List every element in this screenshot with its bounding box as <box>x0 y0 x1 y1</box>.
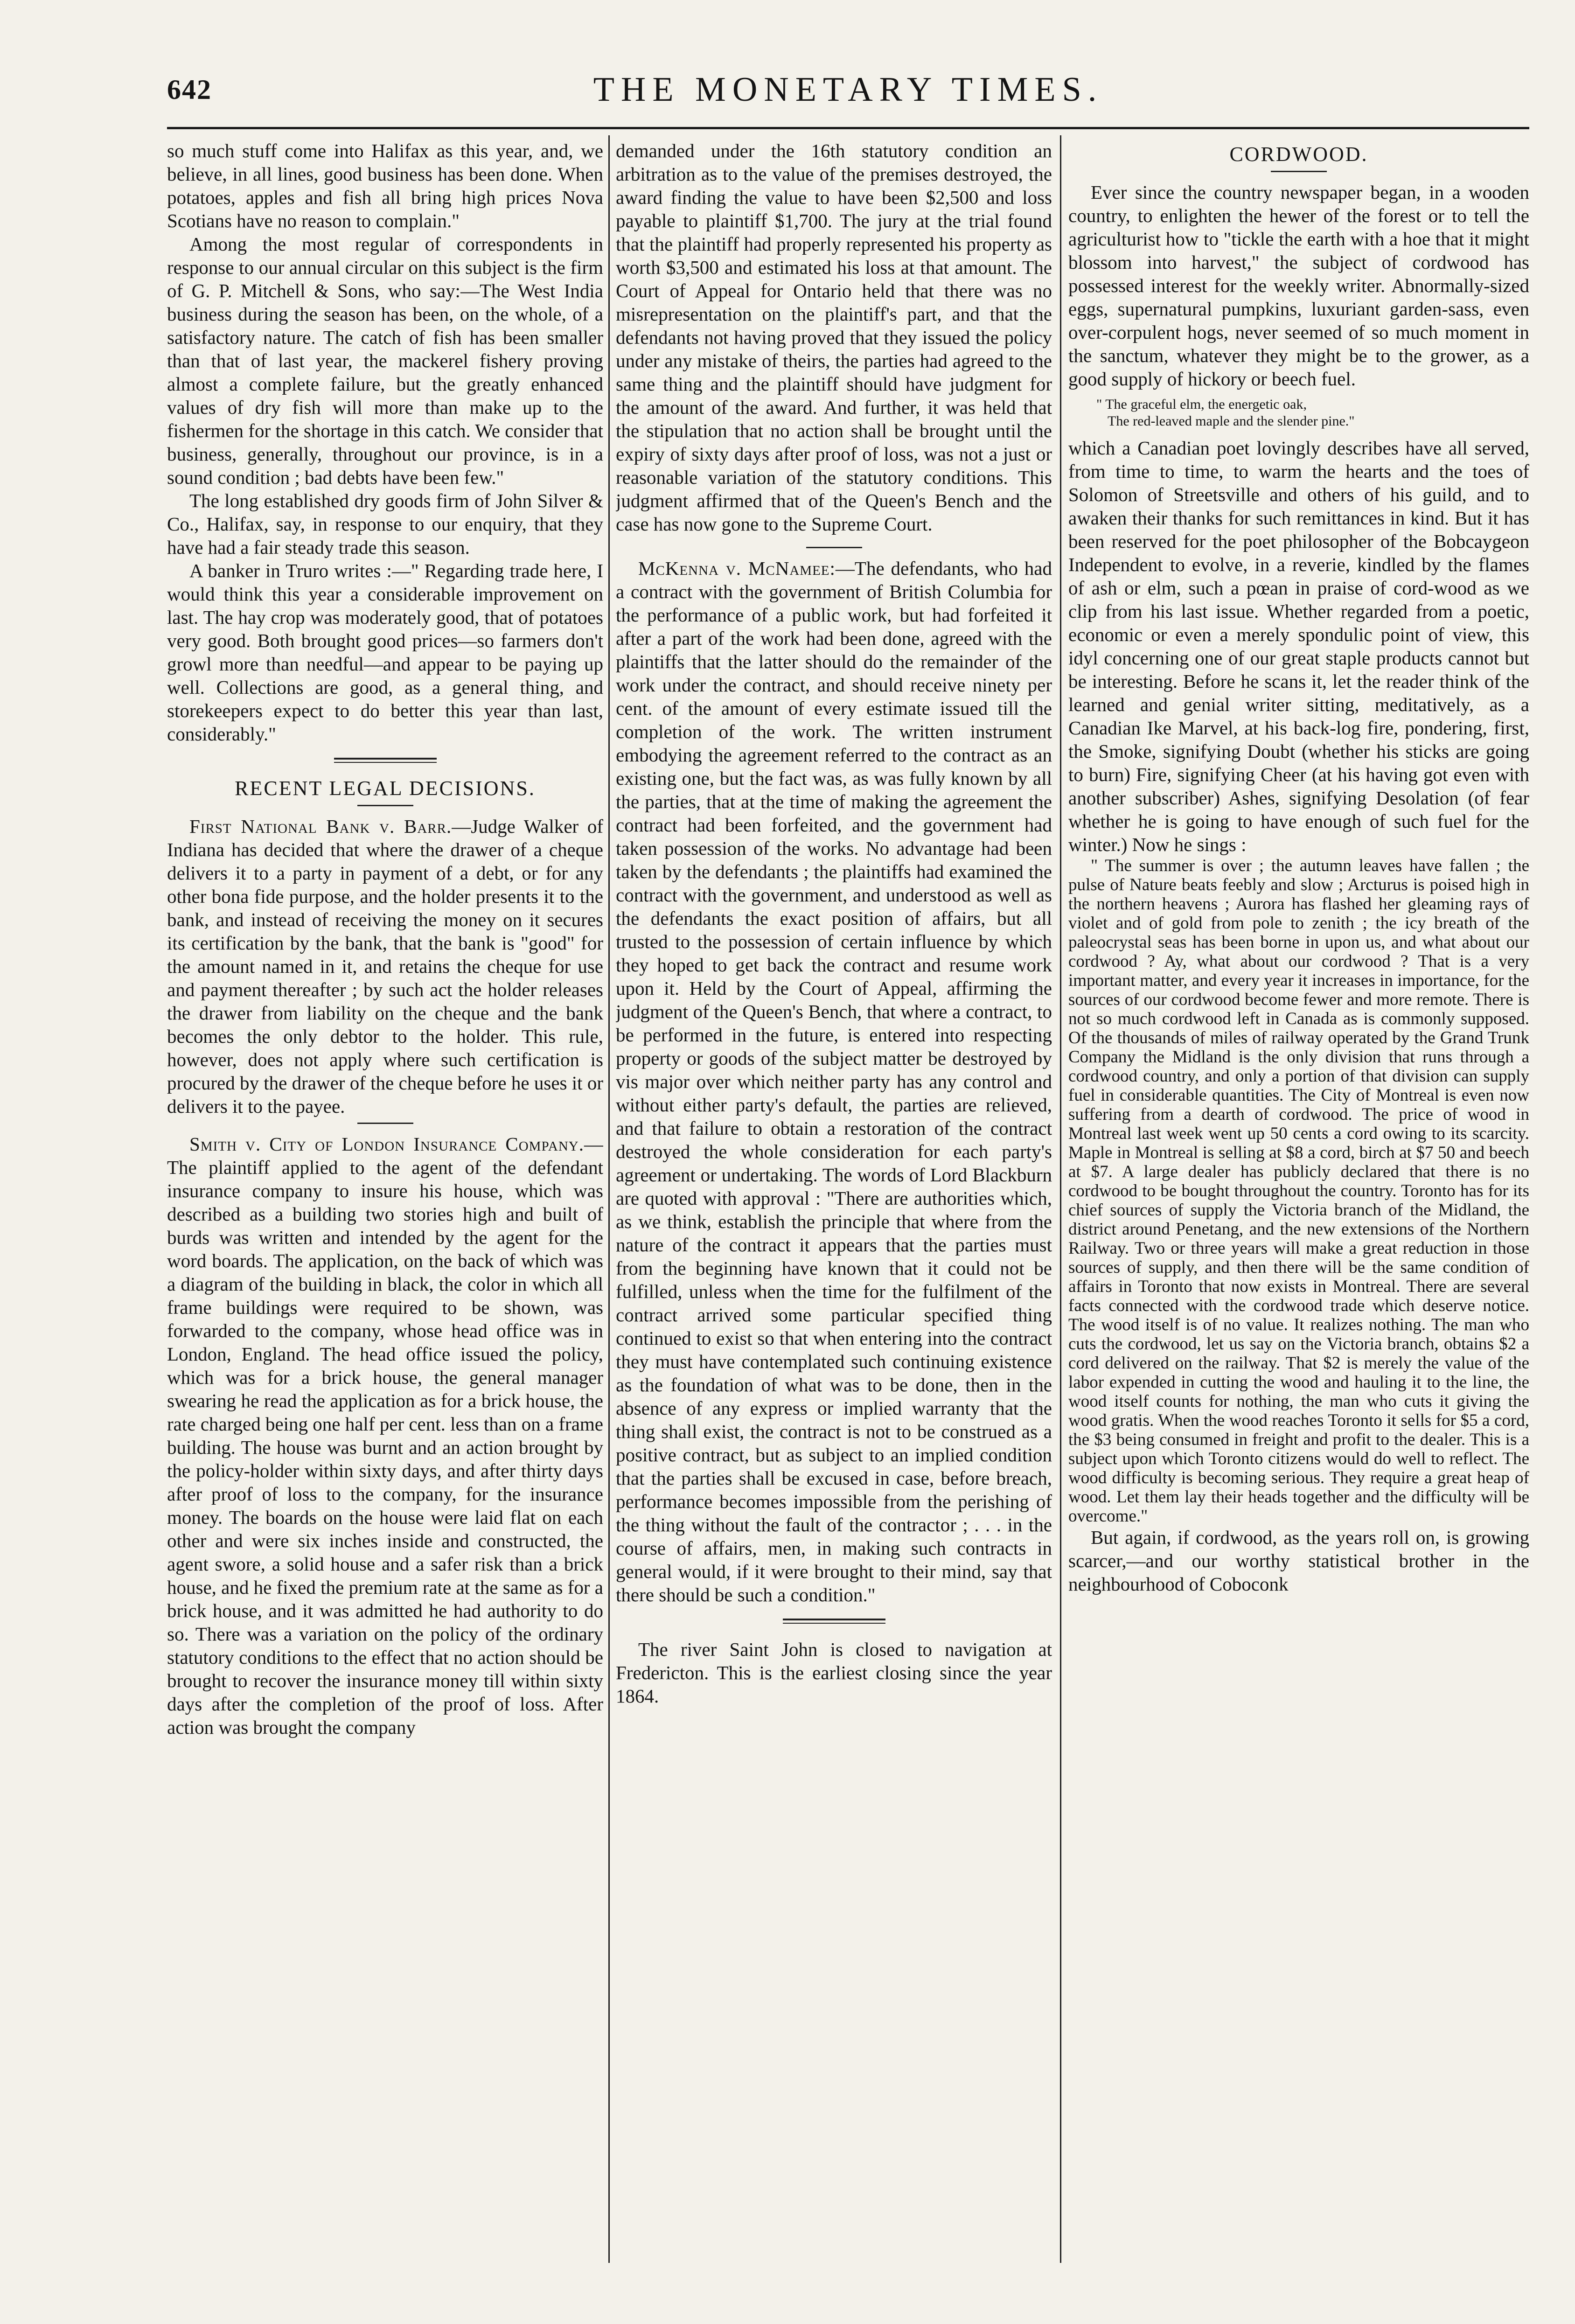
paragraph: Among the most regular of correspondents in response to our annual circular on this subject is the firm of G. P. Mitchell & Sons, who say:—The West India business during the season has been, on the whole, of a satisfactory nature. The catch of fish has been smaller than that of last year, the mackerel fishery proving almost a complete failure, but the greatly enhanced values of dry fish will more than make up to the fishermen for the shortage in this catch. We consider that business, generally, throughout our province, is in a sound condition ; bad debts have been few." <box>167 233 603 488</box>
case-separator <box>357 1123 413 1124</box>
paragraph: which a Canadian poet lovingly describes have all served, from time to time, to warm the hearts and the toes of Solomon of Streetsville and others of his guild, and to awaken their thanks for such remittances in kind. But it has been reserved for the poet philosopher of the Bobcaygeon Independent to evolve, in a reverie, kindled by the flames of ash or elm, such a pœan in praise of cord-wood as we clip from his last issue. Whether regarded from a poetic, economic or even a merely spondulic point of view, this idyl concerning one of our great staple products cannot but be interesting. Before he scans it, let the reader think of the learned and genial writer sitting, meditatively, as a Canadian Ike Marvel, at his back-log fire, pondering, first, the Smoke, signifying Doubt (whether his sticks are going to burn) Fire, signifying Cheer (at his having got even with another subscriber) Ashes, signifying Desolation (of fear whether he is going to have enough of such fuel for the winter.) Now he sings : <box>1068 437 1529 855</box>
case-separator <box>806 547 862 548</box>
case-body: —The plaintiff applied to the agent of the defendant insurance company to insure his house, which was described as a building two stories high and built of burds was written and intended by the agent for the word boards. The application, on the back of which was a diagram of the building in black, the color in which all frame buildings were required to be shown, was forwarded to the company, whose head office was in London, England. The head office issued the policy, which was for a brick house, the general manager swearing he read the application as for a brick house, the rate charged being one half per cent. less than on a frame building. The house was burnt and an action brought by the policy-holder within sixty days, and after thirty days after proof of loss to the company, for the insurance money. The boards on the house were laid flat on each other and were six inches inside and constructed, the agent swore, a solid house and a safer risk than a brick house, and he fixed the premium rate at the same as for a brick house, and it was admitted he had authority to do so. There was a variation on the policy of the ordinary statutory conditions to the effect that no action should be brought to recover the insurance money till within sixty days after the completion of the proof of loss. After action was brought the company <box>167 1133 603 1738</box>
paragraph: The long established dry goods firm of John Silver & Co., Halifax, say, in response to our enquiry, that they have had a fair steady trade this season. <box>167 490 603 558</box>
section-heading: RECENT LEGAL DECISIONS. <box>235 777 536 800</box>
paragraph: demanded under the 16th statutory condition an arbitration as to the value of the premises destroyed, the award finding the value to have been $2,500 and loss payable to plaintiff $1,700. The jury at the trial found that the plaintiff had properly represented his property as worth $3,500 and estimated his loss at that amount. The Court of Appeal for Ontario held that there was no misrepresentation on the plaintiff's part, and that the defendants not having proved that they issued the policy under any mistake of theirs, the parties had agreed to the same thing and the plaintiff should have judgment for the amount of the award. And further, it was held that the stipulation that no action shall be brought until the expiry of sixty days after proof of loss, was not a just or reasonable variation of the statutory conditions. This judgment affirmed that of the Queen's Bench and the case has now gone to the Supreme Court. <box>616 140 1052 535</box>
case-body: —Judge Walker of Indiana has decided that where the drawer of a cheque delivers it to a party in payment of a debt, or for any other bona fide purpose, and the holder presents it to the bank, and instead of receiving the money on it secures its certification by the bank, that the bank is "good" for the amount named in it, and retains the cheque for use and payment thereafter ; by such act the holder releases the drawer from liability on the cheque and the bank becomes the only debtor to the holder. This rule, however, does not apply where such certification is procured by the drawer of the cheque before he uses it or delivers it to the payee. <box>167 816 603 1117</box>
paragraph: Ever since the country newspaper began, in a wooden country, to enlighten the hewer of the forest or to tell the agriculturist how to "tickle the earth with a hoe that it might blossom into harvest," the subject of cordwood has possessed interest for the weekly writer. Abnormally-sized eggs, supernatural pumpkins, luxuriant garden-sass, even over-corpulent hogs, never seemed of so much moment in the sanctum, whatever they might be to the grower, as a good supply of hickory or beech fuel. <box>1068 181 1529 390</box>
paragraph: so much stuff come into Halifax as this year, and, we believe, in all lines, good business has been done. When potatoes, apples and fish all bring high prices Nova Scotians have no reason to complain." <box>167 140 603 231</box>
block-quote: " The summer is over ; the autumn leaves have fallen ; the pulse of Nature beats feebly and slow ; Arcturus is poised high in the northern heavens ; Aurora has flashed her gleaming rays of violet and of gold from pole to zenith ; the icy breath of the paleocrystal seas has been borne in upon us, and what about our cordwood ? Ay, what about our cordwood ? That is a very important matter, and every year it increases in importance, for the sources of our cordwood become fewer and more remote. There is not so much cordwood left in Canada as is commonly supposed. Of the thousands of miles of railway operated by the Grand Trunk Company the Midland is the only division that runs through a cordwood country, and only a portion of that division can supply fuel in considerable quantities. The City of Montreal is even now suffering from a dearth of cordwood. The price of wood in Montreal last week went up 50 cents a cord owing to its scarcity. Maple in Montreal is selling at $8 a cord, birch at $7 50 and beech at $7. A large dealer has publicly declared that there is no cordwood to be bought throughout the country. Toronto has for its chief sources of supply the Victoria branch of the Midland, the district around Penetang, and the new extensions of the Northern Railway. Two or three years will make a great reduction in those sources of supply, and then there will be the same condition of affairs in Toronto that now exists in Montreal. There are several facts connected with the cordwood trade which deserve notice. The wood itself is of no value. It realizes nothing. The man who cuts the cordwood, let us say on the Victoria branch, obtains $2 a cord delivered on the railway. That $2 is merely the value of the labor expended in cutting the wood and hauling it to the line, the wood itself counts for nothing, the man who cuts it giving the wood gratis. When the wood reaches Toronto it sells for $5 a cord, the $3 being consumed in freight and profit to the dealer. This is a subject upon which Toronto citizens would do well to reflect. The wood difficulty is becoming serious. They require a great heap of wood. Let them lay their heads together and the difficulty will be overcome." <box>1068 856 1529 1526</box>
column-divider <box>608 135 610 2263</box>
poem-line: The red-leaved maple and the slender pine." <box>1108 413 1355 429</box>
header-rule <box>167 127 1529 129</box>
column-left <box>167 139 603 2267</box>
case-title: First National Bank v. Barr. <box>189 816 452 837</box>
column-right <box>1068 139 1529 2267</box>
journal-title: THE MONETARY TIMES. <box>593 70 1103 109</box>
case-entry <box>167 815 603 1118</box>
section-rule <box>334 758 437 763</box>
case-entry <box>167 1132 603 1739</box>
paragraph: But again, if cordwood, as the years roll on, is growing scarcer,—and our worthy statistical brother in the neighbourhood of Coboconk <box>1068 1527 1529 1595</box>
page-header <box>167 70 1529 121</box>
case-title: Smith v. City of London Insurance Company. <box>189 1133 584 1155</box>
column-divider <box>1060 135 1061 2263</box>
paragraph: A banker in Truro writes :—" Regarding trade here, I would think this year a considerable improvement on last. The hay crop was moderately good, that of potatoes very good. Both brought good prices—so farmers don't growl more than needful—and appear to be paying up well. Collections are good, as a general thing, and storekeepers expect to do better this year than last, considerably." <box>167 560 603 745</box>
heading-rule <box>357 805 413 806</box>
case-entry <box>616 557 1052 1606</box>
page-number: 642 <box>167 74 212 105</box>
poem-quote <box>1096 396 1529 430</box>
column-middle <box>616 139 1052 2267</box>
heading-rule <box>1271 171 1327 172</box>
section-rule <box>783 1619 885 1624</box>
case-body: —The defendants, who had a contract with the government of British Columbia for the performance of a public work, but had forfeited it after a part of the work had been done, agreed with the plaintiffs that the latter should do the remainder of the work under the contract, and should receive ninety per cent. of the amount of every estimate issued till the completion of the work. The written instrument embodying the agreement referred to the contract as an existing one, but the fact was, as was fully known by all the parties, that at the time of making the agreement the contract had been forfeited, and the government had taken possession of the works. No advantage had been taken by the defendants ; the plaintiffs had examined the contract with the government, and understood as well as the defendants the exact position of affairs, but all trusted to the possession of certain influence by which they hoped to get back the contract and resume work upon it. Held by the Court of Appeal, affirming the judgment of the Queen's Bench, that where a contract, to be performed in the future, is entered into respecting property or goods of the subject matter be destroyed by vis major over which neither party has any control and without either party's default, the parties are relieved, and that failure to obtain a restoration of the contract destroyed the whole consideration for each party's agreement or undertaking. The words of Lord Blackburn are quoted with approval : "There are authorities which, as we think, establish the principle that where from the nature of the contract it appears that the parties must from the beginning have known that it could not be fulfilled, unless when the time for the fulfilment of the contract arrived some particular specified thing continued to exist so that when entering into the contract they must have contemplated such continuing existence as the foundation of what was to be done, then in the absence of any express or implied warranty that the thing shall exist, the contract is not to be construed as a positive contract, but as subject to an implied condition that the parties shall be excused in case, before breach, performance becomes impossible from the perishing of the thing without the fault of the contractor ; . . . in the course of affairs, men, in making such contracts in general would, if it were brought to their mind, say that there should be such a condition." <box>616 558 1052 1605</box>
case-title: McKenna v. McNamee: <box>638 558 836 579</box>
article-heading: CORDWOOD. <box>1229 143 1368 166</box>
news-notice: The river Saint John is closed to navigation at Fredericton. This is the earliest closing since the year 1864. <box>616 1639 1052 1707</box>
poem-line: " The graceful elm, the energetic oak, <box>1096 397 1307 412</box>
